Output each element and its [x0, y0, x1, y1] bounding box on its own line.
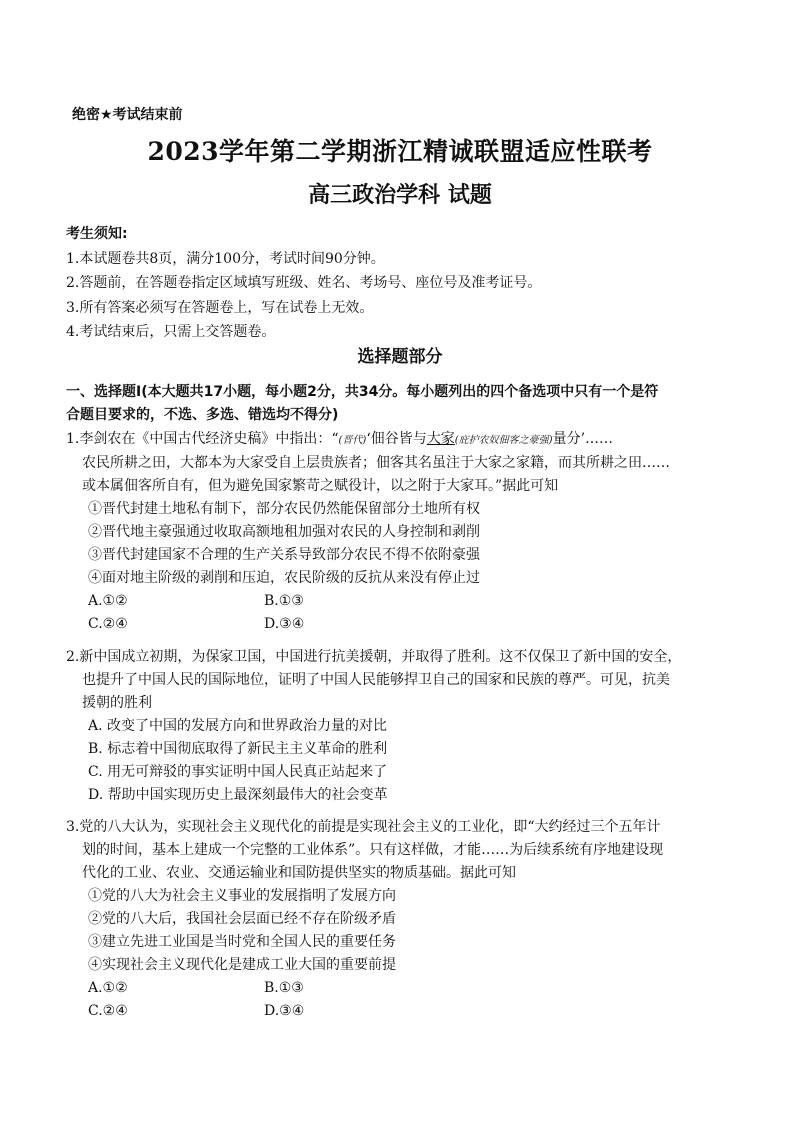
- answer-choices: [66, 1000, 748, 1023]
- choice-b: B.①③: [264, 593, 304, 609]
- stem-text: 1.李剑农在《中国古代经济史稿》中指出：“: [66, 431, 339, 447]
- choice-b: B.①③: [264, 980, 304, 996]
- underlined-term: 大家: [426, 431, 455, 447]
- answer-choices: [66, 590, 748, 613]
- intro-line: 合题目要求的，不选、多选、错选均不得分): [66, 407, 339, 423]
- question-3: [66, 816, 748, 1023]
- intro-line: 一、选择题Ⅰ(本大题共17小题，每小题2分，共34分。每小题列出的四个备选项中只有一个是符: [66, 384, 659, 400]
- notice-heading: 考生须知:: [66, 226, 128, 242]
- choice-c: C.②④: [88, 1003, 128, 1019]
- question-1: [66, 428, 748, 636]
- choice-c: C.②④: [88, 616, 128, 632]
- secret-label: 绝密★考试结束前: [72, 107, 183, 123]
- question-stem-line: 2.新中国成立初期，为保家卫国，中国进行抗美援朝，并取得了胜利。这不仅保卫了新中国的安全，: [66, 649, 682, 665]
- option-b: B. 标志着中国彻底取得了新民主主义革命的胜利: [88, 741, 388, 757]
- statement: ④面对地主阶级的剥削和压迫，农民阶级的反抗从来没有停止过: [88, 570, 480, 586]
- question-stem-line: 3.党的八大认为，实现社会主义现代化的前提是实现社会主义的工业化，即“大约经过三个五年计: [66, 819, 661, 835]
- exam-title: 2023学年第二学期浙江精诚联盟适应性联考: [147, 137, 653, 166]
- statement: ③晋代封建国家不合理的生产关系导致部分农民不得不依附豪强: [88, 547, 480, 563]
- choice-a: A.①②: [88, 980, 128, 996]
- candidate-notice: [66, 222, 541, 345]
- notice-item: 3.所有答案必须写在答题卷上，写在试卷上无效。: [66, 299, 374, 316]
- statement: ②晋代地主豪强通过收取高额地租加强对农民的人身控制和剥削: [88, 524, 480, 540]
- question-stem-line: 划的时间，基本上建成一个完整的工业体系”。只有这样做，才能……为后续系统有序地建设现: [82, 842, 664, 858]
- question-stem-line: 农民所耕之田，大都本为大家受自上层贵族者；佃客其名虽注于大家之家籍，而其所耕之田……: [82, 455, 670, 471]
- notice-item: 4.考试结束后，只需上交答题卷。: [66, 324, 276, 340]
- section-title: 选择题部分: [357, 347, 443, 367]
- question-stem-line: 或本属佃客所自有，但为避免国家繁苛之赋役计，以之附于大家耳。”据此可知: [82, 478, 559, 494]
- question-stem-line: 也提升了中国人民的国际地位，证明了中国人民能够捍卫自己的国家和民族的尊严。可见，抗美: [82, 672, 670, 688]
- question-stem-line: 援朝的胜利: [82, 695, 152, 711]
- exam-subtitle: 高三政治学科 试题: [308, 182, 492, 208]
- stem-text: 量分’……: [552, 431, 614, 447]
- annotation-note: (晋代): [338, 435, 367, 446]
- answer-choices: [66, 977, 748, 1000]
- notice-item: 2.答题前，在答题卷指定区域填写班级、姓名、考场号、座位号及准考证号。: [66, 275, 542, 291]
- choice-d: D.③④: [264, 1003, 305, 1019]
- annotation-note: (庇护农奴佃客之豪强): [454, 435, 553, 446]
- question-stem-line: 代化的工业、农业、交通运输业和国防提供坚实的物质基础。据此可知: [82, 865, 516, 881]
- statement: ②党的八大后，我国社会层面已经不存在阶级矛盾: [88, 911, 396, 927]
- question-stem-line: [66, 428, 748, 452]
- statement: ③建立先进工业国是当时党和全国人民的重要任务: [88, 934, 396, 950]
- option-c: C. 用无可辩驳的事实证明中国人民真正站起来了: [88, 764, 388, 780]
- answer-choices: [66, 613, 748, 636]
- choice-d: D.③④: [264, 616, 305, 632]
- notice-item: 1.本试题卷共8页，满分100分，考试时间90分钟。: [66, 250, 385, 267]
- section-intro: [66, 381, 746, 427]
- statement: ①党的八大为社会主义事业的发展指明了发展方向: [88, 888, 396, 904]
- question-2: [66, 646, 748, 807]
- statement: ④实现社会主义现代化是建成工业大国的重要前提: [88, 957, 396, 973]
- option-a: A. 改变了中国的发展方向和世界政治力量的对比: [88, 718, 388, 734]
- statement: ①晋代封建土地私有制下，部分农民仍然能保留部分土地所有权: [88, 501, 480, 517]
- option-d: D. 帮助中国实现历史上最深刻最伟大的社会变革: [88, 787, 388, 803]
- stem-text: ‘佃谷皆与: [366, 431, 427, 447]
- choice-a: A.①②: [88, 593, 128, 609]
